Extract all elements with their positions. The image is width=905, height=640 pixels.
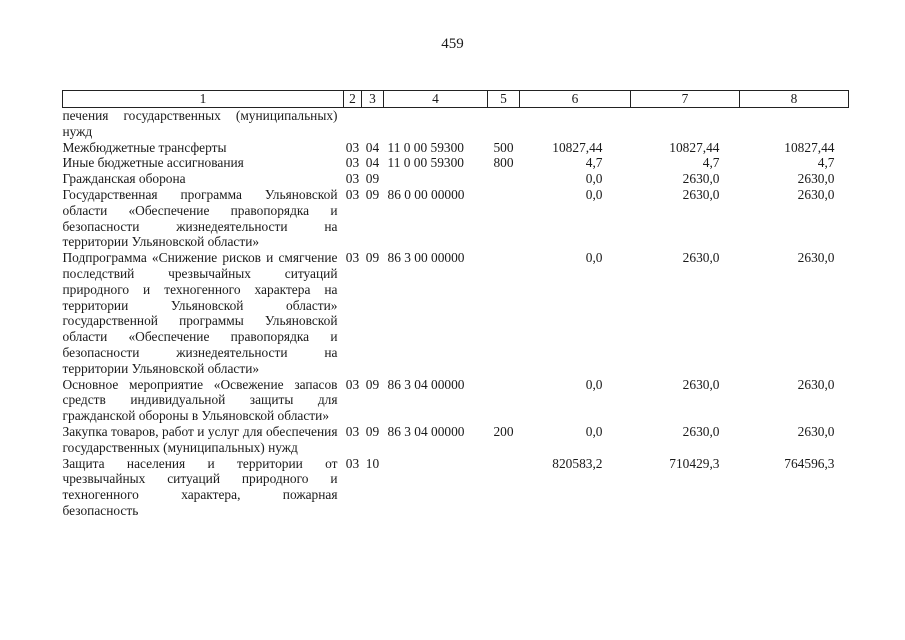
row-name: Государственная программа Ульяновской области «Обеспечение правопорядка и безопасности жизнедеятельности на территории Ульяновской области» <box>62 186 338 250</box>
row-target-code: 86 3 00 00000 <box>387 250 465 266</box>
row-amount-7: 710429,3 <box>669 455 720 471</box>
row-amount-8: 4,7 <box>817 155 835 171</box>
row-expense-type <box>488 171 520 187</box>
row-amount-7: 2630,0 <box>682 376 720 392</box>
row-subsection: 09 <box>365 423 380 439</box>
row-target-code: 11 0 00 59300 <box>387 139 464 155</box>
row-amount-7: 2630,0 <box>682 171 720 187</box>
row-expense-type <box>488 108 520 140</box>
row-subsection: 09 <box>365 376 380 392</box>
row-subsection: 09 <box>365 186 380 202</box>
row-expense-type <box>488 377 520 424</box>
row-expense-type: 500 <box>493 139 514 155</box>
row-amount-8: 2630,0 <box>797 423 835 439</box>
row-subsection: 04 <box>365 155 380 171</box>
row-amount-7: 2630,0 <box>682 423 720 439</box>
row-section <box>344 108 362 140</box>
row-target-code: 86 0 00 00000 <box>387 186 465 202</box>
row-amount-6: 0,0 <box>585 376 603 392</box>
row-amount-8 <box>740 108 849 140</box>
row-target-code <box>384 171 488 187</box>
column-header: 6 <box>520 91 631 108</box>
budget-table <box>62 90 849 519</box>
row-section: 03 <box>345 139 360 155</box>
row-name: Основное мероприятие «Освежение запасов средств индивидуальной защиты для гражданской обороны в Ульяновской области» <box>62 376 338 424</box>
row-name: Гражданская оборона <box>62 171 186 187</box>
column-header: 7 <box>631 91 740 108</box>
column-header: 4 <box>384 91 488 108</box>
row-amount-8: 10827,44 <box>784 139 835 155</box>
row-amount-6: 0,0 <box>585 250 603 266</box>
row-section: 03 <box>345 376 360 392</box>
row-amount-7: 4,7 <box>702 155 720 171</box>
row-amount-8: 2630,0 <box>797 250 835 266</box>
table-row <box>63 187 849 250</box>
row-expense-type <box>488 250 520 376</box>
row-name: печения государственных (муниципальных) нужд <box>62 108 338 139</box>
row-target-code: 86 3 04 00000 <box>387 376 465 392</box>
column-header: 8 <box>740 91 849 108</box>
row-name: Защита населения и территории от чрезвычайных ситуаций природного и техногенного характера, пожарная безопасность <box>62 455 338 518</box>
row-section: 03 <box>345 423 360 439</box>
row-amount-7: 10827,44 <box>669 139 720 155</box>
row-section: 03 <box>345 455 360 471</box>
row-amount-6: 820583,2 <box>552 455 603 471</box>
row-expense-type <box>488 187 520 250</box>
row-section: 03 <box>345 250 360 266</box>
row-target-code: 86 3 04 00000 <box>387 423 465 439</box>
row-name: Подпрограмма «Снижение рисков и смягчение последствий чрезвычайных ситуаций природного и техногенного характера на территории Ульяновской области» государственной программы Ульяновской области «Обеспечение правопорядка и безопасности жизнедеятельности на территории Ульяновской области» <box>62 250 338 376</box>
table-row <box>63 377 849 424</box>
table-row <box>63 140 849 156</box>
table-row <box>63 424 849 456</box>
table-row <box>63 108 849 140</box>
row-amount-8: 764596,3 <box>784 455 835 471</box>
row-amount-6: 0,0 <box>585 423 603 439</box>
table-row <box>63 155 849 171</box>
row-amount-6: 10827,44 <box>552 139 603 155</box>
row-target-code <box>384 108 488 140</box>
row-section: 03 <box>345 171 360 187</box>
row-expense-type: 800 <box>493 155 514 171</box>
row-amount-6: 4,7 <box>585 155 603 171</box>
row-amount-8: 2630,0 <box>797 376 835 392</box>
row-subsection: 10 <box>365 455 380 471</box>
row-amount-6: 0,0 <box>585 171 603 187</box>
row-amount-7 <box>631 108 740 140</box>
row-name: Закупка товаров, работ и услуг для обеспечения государственных (муниципальных) нужд <box>62 423 338 455</box>
row-subsection: 04 <box>365 139 380 155</box>
row-section: 03 <box>345 186 360 202</box>
row-target-code <box>384 456 488 519</box>
row-amount-7: 2630,0 <box>682 186 720 202</box>
row-amount-6 <box>520 108 631 140</box>
row-amount-8: 2630,0 <box>797 186 835 202</box>
column-header: 3 <box>362 91 384 108</box>
row-expense-type: 200 <box>493 423 514 439</box>
column-header: 5 <box>488 91 520 108</box>
row-name: Иные бюджетные ассигнования <box>62 155 244 171</box>
row-name: Межбюджетные трансферты <box>62 139 227 155</box>
row-amount-6: 0,0 <box>585 186 603 202</box>
table-row <box>63 456 849 519</box>
table-header-row <box>63 91 849 108</box>
row-expense-type <box>488 456 520 519</box>
column-header: 2 <box>344 91 362 108</box>
row-subsection: 09 <box>365 250 380 266</box>
row-subsection: 09 <box>365 171 380 187</box>
row-target-code: 11 0 00 59300 <box>387 155 464 171</box>
row-amount-7: 2630,0 <box>682 250 720 266</box>
page-number: 459 <box>441 36 464 52</box>
row-section: 03 <box>345 155 360 171</box>
table-row <box>63 250 849 376</box>
row-amount-8: 2630,0 <box>797 171 835 187</box>
column-header: 1 <box>63 91 344 108</box>
row-subsection <box>362 108 384 140</box>
table-row <box>63 171 849 187</box>
